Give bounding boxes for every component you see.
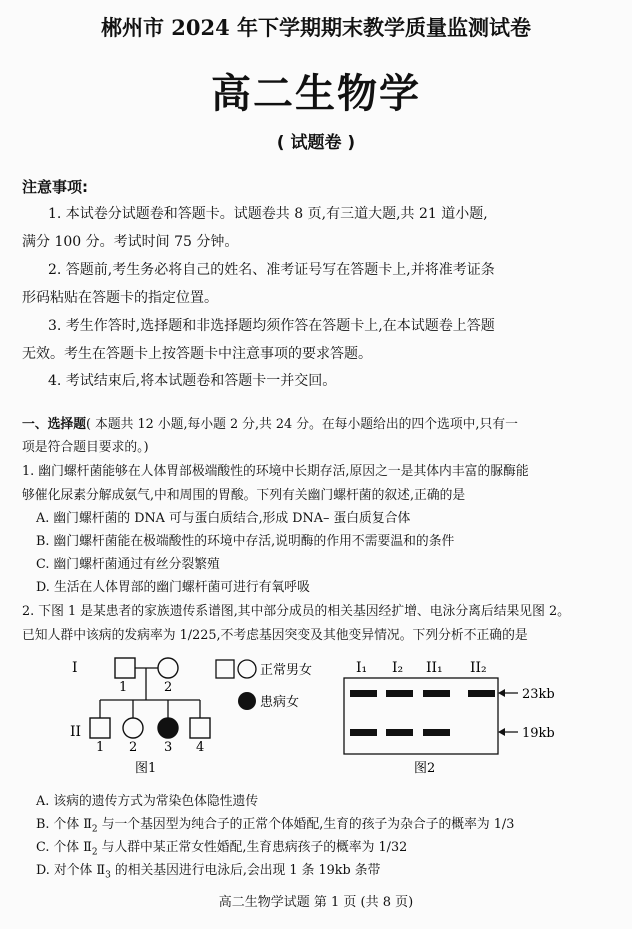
band-ii1-19kb — [423, 729, 450, 736]
lane-label-i2: I₂ — [392, 660, 404, 676]
band-ii1-23kb — [423, 690, 450, 697]
q1-option-b: B. 幽门螺杆菌能在极端酸性的环境中存活,说明酶的作用不需要温和的条件 — [36, 534, 455, 549]
section-heading: 一、选择题 — [22, 417, 86, 432]
q2-option-a: A. 该病的遗传方式为常染色体隐性遗传 — [36, 794, 259, 809]
pedigree-gen2-label: II — [70, 724, 82, 740]
q2-option-b: B. 个体 $Ⅱ_2$ 与一个基因型为纯合子的正常个体婚配,生育的孩子为杂合子的概率为 1/3 — [36, 817, 515, 835]
legend-filled-circle-icon — [238, 692, 256, 710]
pedigree-i1-number: 1 — [119, 680, 128, 695]
pedigree-i2-female-normal — [158, 658, 178, 678]
pedigree-legend — [214, 654, 334, 718]
q2-stem-line-2: 已知人群中该病的发病率为 1/225,不考虑基因突变及其他变异情况。下列分析不正确的是 — [22, 628, 528, 643]
pedigree-i2-number: 2 — [164, 680, 173, 695]
band-19kb-label: 19kb — [522, 726, 555, 741]
q1-option-c: C. 幽门螺杆菌通过有丝分裂繁殖 — [36, 557, 220, 572]
paper-type: ( 试题卷 ) — [276, 133, 356, 153]
q1-option-a: A. 幽门螺杆菌的 DNA 可与蛋白质结合,形成 DNA– 蛋白质复合体 — [36, 511, 411, 526]
legend-affected-label: 患病女 — [260, 695, 300, 710]
band-23kb-label: 23kb — [522, 687, 555, 702]
legend-circle-icon — [238, 660, 256, 678]
notice-item-1-line-2: 满分 100 分。考试时间 75 分钟。 — [22, 234, 239, 250]
band-i2-23kb — [386, 690, 413, 697]
notice-item-2-line-2: 形码粘贴在答题卡的指定位置。 — [22, 290, 218, 306]
lane-label-i1: I₁ — [356, 660, 368, 676]
page-footer: 高二生物学试题 第 1 页 (共 8 页) — [218, 895, 414, 910]
pedigree-ii3-number: 3 — [164, 740, 173, 755]
pedigree-ii3-female-affected — [158, 718, 178, 738]
q1-stem-line-1: 1. 幽门螺杆菌能够在人体胃部极端酸性的环境中长期存活,原因之一是其体内丰富的脲酶能 — [22, 464, 529, 479]
notice-item-3-line-1: 3. 考生作答时,选择题和非选择题均须作答在答题卡上,在本试题卷上答题 — [48, 318, 495, 334]
pedigree-i1-male-normal — [115, 658, 135, 678]
q2-option-c: C. 个体 $Ⅱ_2$ 与人群中某正常女性婚配,生育患病孩子的概率为 1/32 — [36, 840, 408, 858]
pedigree-ii2-female-normal — [123, 718, 143, 738]
notice-item-1-line-1: 1. 本试卷分试题卷和答题卡。试题卷共 8 页,有三道大题,共 21 道小题, — [48, 206, 488, 222]
notice-item-3-line-2: 无效。考生在答题卡上按答题卡中注意事项的要求答题。 — [22, 346, 372, 362]
pedigree-ii1-male-normal — [90, 718, 110, 738]
pedigree-ii4-male-normal — [190, 718, 210, 738]
pedigree-figure — [60, 650, 230, 784]
gel-frame — [344, 678, 498, 754]
band-i1-19kb — [350, 729, 377, 736]
figure1-caption: 图1 — [135, 761, 157, 776]
arrow-23kb-icon — [498, 689, 505, 697]
lane-label-ii2: II₂ — [470, 660, 487, 676]
electrophoresis-figure — [338, 656, 588, 780]
notice-item-2-line-1: 2. 答题前,考生务必将自己的姓名、准考证号写在答题卡上,并将准考证条 — [48, 262, 495, 278]
q2-stem-line-1: 2. 下图 1 是某患者的家族遗传系谱图,其中部分成员的相关基因经扩增、电泳分离后结果见图 2。 — [22, 604, 570, 619]
lane-label-ii1: II₁ — [426, 660, 443, 676]
figure2-caption: 图2 — [414, 761, 436, 776]
pedigree-ii2-number: 2 — [129, 740, 138, 755]
band-ii2-23kb — [468, 690, 495, 697]
pedigree-gen1-label: I — [72, 660, 78, 676]
q2-option-d: D. 对个体 $Ⅱ_3$ 的相关基因进行电泳后,会出现 1 条 19kb 条带 — [36, 863, 381, 881]
pedigree-ii4-number: 4 — [196, 740, 205, 755]
subject-title: 高二生物学 — [211, 71, 421, 117]
legend-normal-label: 正常男女 — [260, 663, 313, 678]
notice-heading: 注意事项: — [22, 178, 88, 196]
q1-option-d: D. 生活在人体胃部的幽门螺杆菌可进行有氧呼吸 — [36, 580, 310, 595]
band-i2-19kb — [386, 729, 413, 736]
q1-stem-line-2: 够催化尿素分解成氨气,中和周围的胃酸。下列有关幽门螺杆菌的叙述,正确的是 — [22, 488, 466, 503]
pedigree-ii1-number: 1 — [96, 740, 105, 755]
section-desc: ( 本题共 12 小题,每小题 2 分,共 24 分。在每小题给出的四个选项中,只有一 — [85, 417, 518, 432]
band-i1-23kb — [350, 690, 377, 697]
exam-title: 郴州市 2024 年下学期期末教学质量监测试卷 — [100, 15, 532, 40]
arrow-19kb-icon — [498, 728, 505, 736]
section-intro-line-2: 项是符合题目要求的。) — [22, 440, 149, 455]
notice-item-4-line-1: 4. 考试结束后,将本试题卷和答题卡一并交回。 — [48, 373, 337, 389]
legend-square-icon — [216, 660, 234, 678]
section-intro-line-1 — [22, 413, 518, 432]
